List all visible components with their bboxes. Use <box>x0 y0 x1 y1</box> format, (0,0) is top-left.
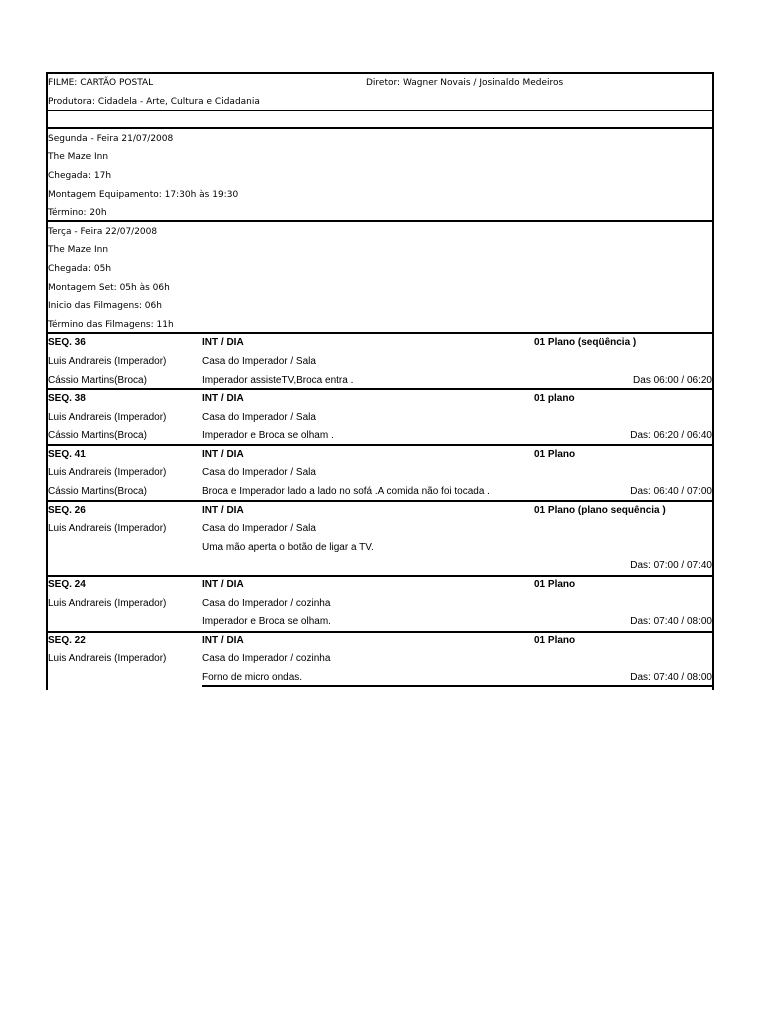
seq-location: Casa do Imperador / cozinha <box>202 597 331 609</box>
day2-line <box>46 223 714 242</box>
seq-row <box>46 483 714 502</box>
film-title: FILME: CARTÃO POSTAL <box>48 78 154 88</box>
rule <box>46 500 714 502</box>
day2-location: The Maze Inn <box>48 245 109 256</box>
day2-line <box>46 297 714 316</box>
actor: Luis Andrareis (Imperador) <box>48 597 167 609</box>
actor: Luis Andrareis (Imperador) <box>48 411 167 423</box>
rule <box>46 220 714 222</box>
seq-action: Imperador e Broca se olham. <box>202 616 331 628</box>
actor: Cássio Martins(Broca) <box>48 486 147 498</box>
rule <box>46 631 714 633</box>
seq-header <box>46 576 714 595</box>
rule <box>46 127 714 129</box>
actor: Luis Andrareis (Imperador) <box>48 653 167 665</box>
seq-type: INT / DIA <box>202 504 244 516</box>
seq-number: SEQ. 24 <box>48 579 86 591</box>
seq-row <box>46 409 714 428</box>
seq-time: Das: 07:40 / 08:00 <box>630 672 712 683</box>
director: Diretor: Wagner Novais / Josinaldo Medeiros <box>366 78 564 88</box>
seq-header <box>46 446 714 465</box>
seq-row <box>46 613 714 632</box>
day1-setup: Montagem Equipamento: 17:30h às 19:30 <box>48 189 239 200</box>
day1-line <box>46 130 714 149</box>
seq-location: Casa do Imperador / Sala <box>202 467 316 479</box>
seq-header <box>46 334 714 353</box>
seq-type: INT / DIA <box>202 448 244 460</box>
seq-time: Das: 06:20 / 06:40 <box>630 430 712 442</box>
seq-number: SEQ. 22 <box>48 634 86 646</box>
day2-line <box>46 279 714 298</box>
seq-header <box>46 502 714 521</box>
day2-line <box>46 260 714 279</box>
day2-arrival: Chegada: 05h <box>48 263 112 274</box>
seq-row <box>46 520 714 539</box>
seq-number: SEQ. 36 <box>48 337 86 349</box>
producer: Produtora: Cidadela - Arte, Cultura e Cidadania <box>48 96 260 107</box>
day1-line <box>46 167 714 186</box>
seq-time: Das: 07:40 / 08:00 <box>630 616 712 628</box>
seq-plano: 01 Plano <box>534 579 576 591</box>
seq-type: INT / DIA <box>202 634 244 646</box>
seq-row <box>46 464 714 483</box>
rule <box>46 575 714 577</box>
actor: Luis Andrareis (Imperador) <box>48 467 167 479</box>
seq-type: INT / DIA <box>202 579 244 591</box>
day2-setup: Montagem Set: 05h às 06h <box>48 282 170 293</box>
actor: Cássio Martins(Broca) <box>48 430 147 442</box>
seq-header <box>46 390 714 409</box>
seq-type: INT / DIA <box>202 337 244 349</box>
seq-row <box>46 539 714 558</box>
rule <box>46 332 714 334</box>
day1-date: Segunda - Feira 21/07/2008 <box>48 133 174 144</box>
day1-location: The Maze Inn <box>48 152 109 163</box>
seq-number: SEQ. 26 <box>48 504 86 516</box>
day1-line <box>46 186 714 205</box>
rule <box>46 444 714 446</box>
rule <box>202 685 714 687</box>
seq-time: Das: 06:40 / 07:00 <box>630 486 712 498</box>
seq-action: Imperador assisteTV,Broca entra . <box>202 374 354 386</box>
seq-location: Casa do Imperador / Sala <box>202 411 316 423</box>
seq-location: Casa do Imperador / cozinha <box>202 653 331 665</box>
seq-action: Forno de micro ondas. <box>202 672 303 683</box>
actor: Luis Andrareis (Imperador) <box>48 523 167 535</box>
seq-action: Uma mão aperta o botão de ligar a TV. <box>202 541 374 553</box>
seq-plano: 01 Plano (seqüência ) <box>534 337 637 349</box>
rule <box>46 388 714 390</box>
seq-row <box>46 595 714 614</box>
rule <box>46 72 714 74</box>
seq-plano: 01 Plano <box>534 448 576 460</box>
day1-arrival: Chegada: 17h <box>48 170 112 181</box>
seq-time: Das: 07:00 / 07:40 <box>630 560 712 572</box>
seq-plano: 01 plano <box>534 393 575 405</box>
seq-plano: 01 Plano <box>534 634 576 646</box>
actor: Luis Andrareis (Imperador) <box>48 355 167 367</box>
seq-type: INT / DIA <box>202 393 244 405</box>
seq-location: Casa do Imperador / Sala <box>202 355 316 367</box>
seq-row <box>46 557 714 576</box>
seq-header <box>46 632 714 651</box>
seq-row <box>46 353 714 372</box>
seq-row <box>46 650 714 669</box>
day1-end: Término: 20h <box>48 208 107 219</box>
seq-action: Imperador e Broca se olham . <box>202 430 334 442</box>
day2-start: Inicio das Filmagens: 06h <box>48 301 162 312</box>
seq-number: SEQ. 41 <box>48 448 86 460</box>
day1-line <box>46 148 714 167</box>
day2-end: Término das Filmagens: 11h <box>48 319 174 330</box>
actor: Cássio Martins(Broca) <box>48 374 147 386</box>
rule <box>46 110 714 111</box>
seq-action: Broca e Imperador lado a lado no sofá .A comida não foi tocada . <box>202 486 490 498</box>
seq-time: Das 06:00 / 06:20 <box>633 374 712 386</box>
seq-number: SEQ. 38 <box>48 393 86 405</box>
seq-plano: 01 Plano (plano sequência ) <box>534 504 666 516</box>
header-row-2 <box>46 93 714 112</box>
seq-location: Casa do Imperador / Sala <box>202 523 316 535</box>
schedule-sheet <box>46 72 714 688</box>
header-row-1 <box>46 74 714 93</box>
day2-date: Terça - Feira 22/07/2008 <box>48 226 158 237</box>
day2-line <box>46 241 714 260</box>
